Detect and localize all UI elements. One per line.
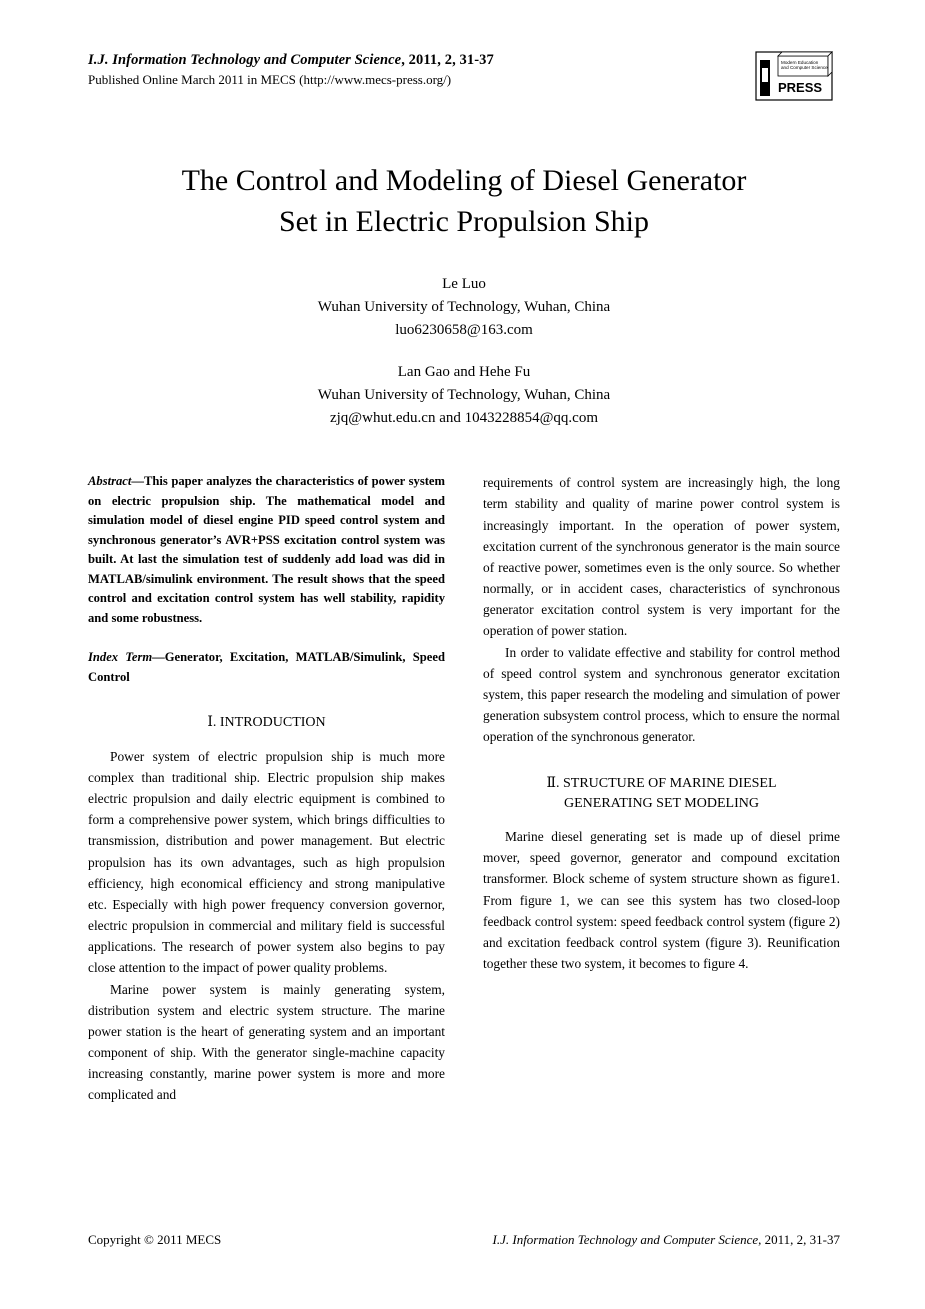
right-paragraph-1: requirements of control system are increasingly high, the long term stability and quality of marine power control system is increasingly important. In the operation of power system, excitation current of the synchronous generator is the main source of reactive power, sometimes even is the only source. So whether normally, or in accident cases, characteristics of synchronous generator excitation control system is very important for the operation of power station. — [483, 475, 840, 639]
author-affiliation-1: Wuhan University of Technology, Wuhan, China — [317, 299, 611, 316]
footer-journal — [493, 1232, 840, 1248]
section-heading-structure — [483, 774, 840, 815]
svg-text:PRESS: PRESS — [778, 80, 823, 95]
left-column — [88, 472, 445, 1105]
journal-header — [88, 52, 840, 124]
title-line-1: The Control and Modeling of Diesel Generator — [181, 164, 747, 197]
page-footer — [88, 1232, 840, 1248]
page-content — [88, 52, 840, 1106]
mecs-logo-icon — [748, 48, 840, 106]
journal-title: I.J. Information Technology and Computer Science — [88, 52, 402, 68]
left-paragraph-1: Power system of electric propulsion ship is much more complex than traditional ship. Electric propulsion ship makes electric propulsion and daily electric equipment is combined to form a comprehensive power system, which brings difficulties to transmission, distribution and power management. But electric propulsion has its own advantages, such as high propulsion efficiency, high economical efficiency and strong manipulative etc. Especially with high power frequency conversion governor, electric propulsion in commercial and military field is successful applications. The research of power system also begins to pay close attention to the impact of power quality problems. — [88, 748, 445, 976]
author-affiliation-2: Wuhan University of Technology, Wuhan, China — [317, 386, 611, 403]
journal-title-line — [88, 52, 840, 69]
index-terms-text: —Generator, Excitation, MATLAB/Simulink, Speed Control — [88, 650, 445, 684]
right-paragraph-3: Marine diesel generating set is made up of diesel prime mover, speed governor, generator and compound excitation transformer. Block scheme of system structure shown as figure1. From figure 1, we can see this system has two closed-loop feedback control system: speed feedback control system (figure 2) and excitation feedback control system (figure 3). Reunification together these two system, it becomes to figure 4. — [483, 829, 840, 972]
published-line: Published Online March 2011 in MECS (http://www.mecs-press.org/) — [88, 72, 452, 87]
left-paragraph-2: Marine power system is mainly generating system, distribution system and electric system structure. The marine power station is the heart of generating system and an important component of ship. With the generator single-machine capacity increasing constantly, marine power system is more and more complicated and — [88, 981, 445, 1103]
section-heading-structure-line-1: Ⅱ. STRUCTURE OF MARINE DIESEL — [546, 775, 777, 791]
svg-text:Modern Education: Modern Education — [781, 60, 819, 65]
abstract-label: Abstract — [88, 474, 132, 489]
authors-block — [88, 273, 840, 431]
author-email-2: zjq@whut.edu.cn and 1043228854@qq.com — [329, 410, 598, 427]
page-title — [88, 160, 840, 243]
footer-journal-issue: , 2011, 2, 31-37 — [758, 1232, 840, 1247]
right-column — [483, 472, 840, 1105]
svg-text:and Computer Science: and Computer Science — [781, 65, 828, 70]
footer-journal-title: I.J. Information Technology and Computer Science — [492, 1232, 759, 1247]
author-names-1: Le Luo — [442, 275, 486, 292]
title-line-2: Set in Electric Propulsion Ship — [279, 205, 649, 239]
index-terms-block — [88, 648, 445, 687]
journal-issue: , 2011, 2, 31-37 — [401, 52, 494, 68]
footer-copyright: Copyright © 2011 MECS — [88, 1232, 222, 1247]
author-names-2: Lan Gao and Hehe Fu — [397, 363, 531, 380]
body-columns — [88, 472, 840, 1105]
abstract-text: —This paper analyzes the characteristics of power system on electric propulsion ship. The mathematical model and simulation model of diesel engine PID speed control system and synchronous generator’s AVR+PSS excitation control system was built. At last the simulation test of suddenly add load was did in MATLAB/simulink environment. The result shows that the speed control and excitation control system has well stability, rapidity and some robustness. — [88, 474, 445, 625]
abstract-block — [88, 472, 445, 628]
author-group-2 — [88, 361, 840, 431]
author-email-1: luo6230658@163.com — [395, 322, 533, 339]
right-paragraph-2: In order to validate effective and stability for control method of speed control system and synchronous generator excitation system, this paper research the modeling and simulation of power generation subsystem control process, which to ensure the normal operation of the synchronous generator. — [483, 644, 840, 745]
author-group-1 — [88, 273, 840, 343]
index-terms-label: Index Term — [88, 650, 153, 665]
mecs-press-logo — [748, 48, 840, 106]
section-heading-structure-line-2: GENERATING SET MODELING — [564, 795, 759, 811]
section-heading-introduction: Ⅰ. INTRODUCTION — [207, 715, 326, 731]
